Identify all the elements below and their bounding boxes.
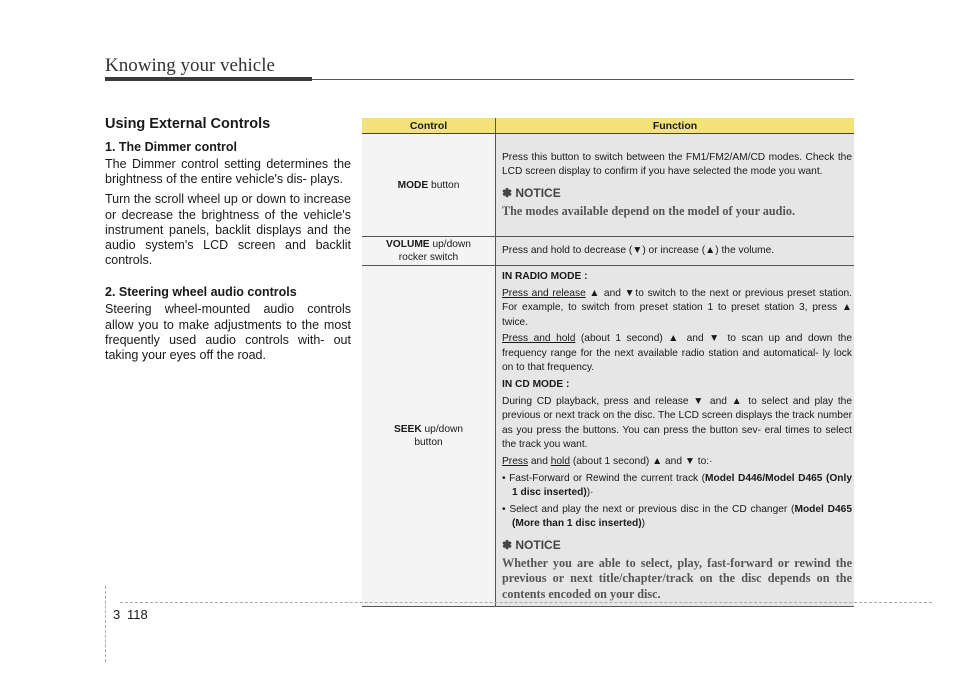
page-number: 118 <box>127 607 148 622</box>
controls-table <box>362 118 854 607</box>
dimmer-paragraph-1: The Dimmer control setting determines the brightness of the entire vehicle's dis- plays. <box>105 157 351 187</box>
control-suffix: up/down <box>429 239 471 250</box>
control-name: SEEK <box>393 424 422 435</box>
radio-p1-underlined: Press and release <box>502 287 586 299</box>
footer-rule <box>120 602 932 603</box>
bullet-end: )· <box>586 487 594 499</box>
cd-paragraph-2 <box>502 455 852 470</box>
control-line2: button <box>414 437 443 448</box>
steering-paragraph: Steering wheel-mounted audio controls allow you to make adjustments to the most frequently used audio controls with- out taking your eyes off the road. <box>105 302 351 363</box>
radio-p2-text: (about 1 second) ▲ and ▼ to scan up and down the frequency range for the next available radio station and automatical- ly lock on to that frequency. <box>502 333 852 374</box>
radio-paragraph-1 <box>502 287 852 331</box>
dimmer-heading: 1. The Dimmer control <box>105 140 237 154</box>
radio-mode-heading: IN RADIO MODE : <box>502 270 588 282</box>
bullet-item-disc-select <box>502 503 852 532</box>
notice-title: ✽ NOTICE <box>502 538 561 552</box>
control-name: MODE <box>397 179 429 191</box>
control-suffix: up/down <box>421 424 464 435</box>
table-header-row <box>362 118 854 134</box>
bullet-text: • Fast-Forward or Rewind the current track ( <box>502 472 706 484</box>
cd-paragraph-1: During CD playback, press and release ▼ and ▲ to select and play the previous or next track on the disc. The LCD screen displays the track number as you press the buttons. You can press the button sev- eral times to select the track you want. <box>502 395 852 451</box>
cd-mode-heading: IN CD MODE : <box>502 379 570 391</box>
radio-p2-underlined: Press and hold <box>502 333 576 345</box>
footer-vertical-rule <box>105 586 106 662</box>
function-cell-mode <box>496 134 855 237</box>
function-text: Press and hold to decrease (▼) or increase (▲) the volume. <box>502 244 775 256</box>
running-header: Knowing your vehicle <box>105 55 275 76</box>
header-rule-accent <box>105 77 312 81</box>
function-cell-volume <box>496 237 855 266</box>
radio-p1-text: ▲ and ▼to switch to the next or previous preset station. For example, to switch from preset station 1 to preset station 3, press ▲ twice. <box>502 287 852 328</box>
bullet-end: ) <box>641 518 646 530</box>
bullet-model: Model D465 (More than 1 disc inserted) <box>512 503 852 530</box>
function-text: Press this button to switch between the FM1/FM2/AM/CD modes. Check the LCD screen display to confirm if you have selected the mode you want. <box>502 151 852 178</box>
dimmer-paragraph-2: Turn the scroll wheel up or down to increase or decrease the brightness of the vehicle's instrument panels, backlit displays and the audio system's LCD screen and backlit controls. <box>105 192 351 268</box>
function-cell-seek <box>496 266 855 607</box>
left-column <box>105 116 351 368</box>
notice-body: The modes available depend on the model of your audio. <box>502 203 795 218</box>
cd-p2-and: and <box>528 456 551 468</box>
control-cell-volume <box>362 237 496 266</box>
control-cell-seek <box>362 266 496 607</box>
cd-p2-underlined-press: Press <box>502 456 529 468</box>
control-name: VOLUME <box>386 239 430 250</box>
control-suffix: button <box>428 179 460 191</box>
notice-title: ✽ NOTICE <box>502 186 561 201</box>
section-title: Using External Controls <box>105 116 271 132</box>
notice-body: Whether you are able to select, play, fast-forward or rewind the previous or next title/chapter/track on the disc depends on the contents encoded on your disc. <box>502 555 852 601</box>
bullet-text: • Select and play the next or previous disc in the CD changer ( <box>502 503 795 515</box>
column-header-function: Function <box>496 118 855 134</box>
header-rule <box>312 79 854 80</box>
control-cell-mode <box>362 134 496 237</box>
steering-heading: 2. Steering wheel audio controls <box>105 285 297 300</box>
chapter-number: 3 <box>113 607 121 622</box>
cd-p2-underlined-hold: hold <box>550 456 570 468</box>
table-row-volume <box>362 237 854 266</box>
bullet-model: Model D446/Model D465 (Only 1 disc inserted) <box>512 472 852 499</box>
bullet-item-fast-forward <box>502 472 852 501</box>
table-row-seek <box>362 266 854 607</box>
column-header-control: Control <box>362 118 496 134</box>
table-row-mode <box>362 134 854 237</box>
control-line2: rocker switch <box>398 252 459 263</box>
cd-p2-text: (about 1 second) ▲ and ▼ to:· <box>569 456 713 468</box>
radio-paragraph-2 <box>502 332 852 376</box>
